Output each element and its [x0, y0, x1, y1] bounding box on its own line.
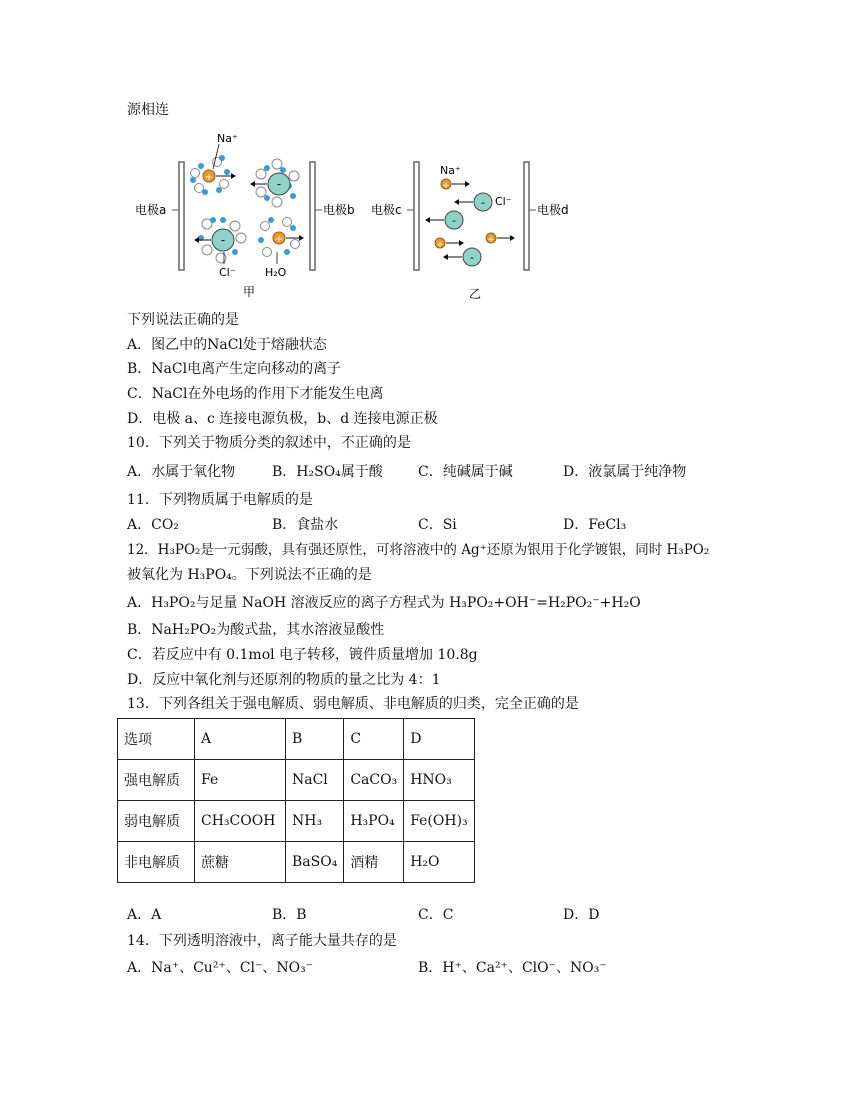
q11-option-d: D．FeCl₃ [563, 517, 627, 533]
q12-option-b: B．NaH₂PO₂为酸式盐，其水溶液显酸性 [127, 622, 385, 638]
svg-text:+: + [436, 240, 444, 250]
electrode-d [524, 162, 529, 270]
electrolysis-figure [127, 128, 597, 308]
q10-option-b [272, 462, 383, 482]
panel-left-label: 甲 [243, 285, 256, 299]
electrode-a-label: 电极a [135, 203, 167, 217]
hydrated-sodium-ion [190, 155, 236, 195]
q13-option-d: D．D [563, 907, 600, 923]
na-label-right: Na⁺ [440, 164, 461, 177]
q10-option-b-prefix: B． [272, 464, 297, 480]
q13-option-b: B．B [272, 907, 307, 923]
table-cell: NH₃ [286, 801, 344, 842]
q14-stem: 14．下列透明溶液中，离子能大量共存的是 [127, 933, 397, 949]
hydrated-chloride-ion-top [250, 159, 299, 207]
table-cell: HNO₃ [404, 760, 474, 801]
q14-option-a: A．Na⁺、Cu²⁺、Cl⁻、NO₃⁻ [127, 960, 314, 976]
svg-text:+: + [204, 172, 214, 183]
q9-option-d: D．电极 a、c 连接电源负极，b、d 连接电源正极 [127, 411, 438, 427]
q12-option-c: C．若反应中有 0.1mol 电子转移，镀件质量增加 10.8g [127, 647, 478, 663]
electrode-c-label: 电极c [371, 203, 402, 217]
table-cell: 强电解质 [118, 760, 195, 801]
chloride-ion-3 [443, 248, 481, 266]
table-header-cell: B [286, 719, 344, 760]
q13-option-c: C．C [418, 907, 454, 923]
sodium-ion-1 [441, 179, 470, 191]
q11-stem: 11．下列物质属于电解质的是 [127, 492, 313, 508]
table-cell: CH₃COOH [195, 801, 286, 842]
svg-text:-: - [481, 196, 485, 209]
table-cell: NaCl [286, 760, 344, 801]
q10-option-c: C．纯碱属于碱 [418, 464, 513, 480]
water-label: H₂O [265, 266, 287, 279]
table-header-cell: D [404, 719, 474, 760]
q9-option-a: A．图乙中的NaCl处于熔融状态 [127, 337, 327, 353]
header-fragment: 源相连 [127, 102, 169, 118]
electrode-a [179, 162, 184, 270]
electrolyte-classification-table [117, 718, 475, 883]
table-cell: 酒精 [344, 842, 404, 883]
q9-option-b: B．NaCl电离产生定向移动的离子 [127, 361, 342, 377]
svg-text:-: - [220, 233, 226, 247]
table-cell: BaSO₄ [286, 842, 344, 883]
table-cell: Fe(OH)₃ [404, 801, 474, 842]
cl-label-left: Cl⁻ [219, 266, 236, 279]
na-label-left: Na⁺ [217, 132, 238, 145]
electrode-c [414, 162, 419, 270]
table-header-cell: C [344, 719, 404, 760]
q11-option-c: C．Si [418, 517, 457, 533]
electrode-b [310, 162, 315, 270]
q14-option-b: B．H⁺、Ca²⁺、ClO⁻、NO₃⁻ [418, 960, 607, 976]
q10-option-b-suffix: 属于酸 [340, 464, 383, 480]
q10-option-a: A．水属于氧化物 [127, 464, 236, 480]
svg-text:-: - [470, 251, 474, 264]
chloride-ion-1 [454, 193, 492, 211]
table-cell: H₃PO₄ [344, 801, 404, 842]
electrode-d-label: 电极d [537, 203, 569, 217]
table-cell: H₂O [404, 842, 474, 883]
electrode-b-label: 电极b [323, 203, 355, 217]
q12-option-d: D．反应中氧化剂与还原剂的物质的量之比为 4：1 [127, 672, 441, 688]
table-cell: 蔗糖 [195, 842, 286, 883]
svg-text:-: - [276, 177, 282, 191]
svg-text:+: + [487, 235, 495, 245]
svg-text:-: - [452, 214, 456, 227]
q12-option-a: A．H₃PO₂与足量 NaOH 溶液反应的离子方程式为 H₃PO₂+OH⁻=H₂PO₂⁻+H₂O [127, 595, 641, 611]
q11-option-b: B．食盐水 [272, 517, 339, 533]
table-header-cell: 选项 [118, 719, 195, 760]
cl-label-right: Cl⁻ [495, 195, 512, 208]
table-row [118, 760, 475, 801]
q12-stem-line1: 12．H₃PO₂是一元弱酸，具有强还原性，可将溶液中的 Ag⁺还原为银用于化学镀银，同时 H₃PO₂ [127, 542, 710, 558]
table-cell: CaCO₃ [344, 760, 404, 801]
table-cell: Fe [195, 760, 286, 801]
q9-option-c: C．NaCl在外电场的作用下才能发生电离 [127, 386, 384, 402]
svg-text:+: + [274, 234, 284, 245]
table-row [118, 842, 475, 883]
q10-option-b-formula: H₂SO₄ [296, 464, 341, 480]
panel-right-label: 乙 [469, 287, 482, 301]
q13-stem: 13．下列各组关于强电解质、弱电解质、非电解质的归类，完全正确的是 [127, 696, 579, 712]
table-cell: 非电解质 [118, 842, 195, 883]
q10-stem: 10．下列关于物质分类的叙述中，不正确的是 [127, 435, 411, 451]
svg-text:+: + [442, 181, 450, 191]
sodium-ion-3 [486, 233, 515, 245]
q12-stem-line2: 被氧化为 H₃PO₄。下列说法不正确的是 [127, 567, 372, 583]
hydrated-chloride-ion-bottom [194, 217, 246, 263]
hydrated-sodium-ion-bottom [258, 217, 304, 257]
q13-option-a: A．A [127, 907, 162, 923]
q9-stem: 下列说法正确的是 [127, 312, 239, 328]
table-row [118, 801, 475, 842]
table-header-cell: A [195, 719, 286, 760]
q11-option-a: A．CO₂ [127, 517, 179, 533]
chloride-ion-2 [425, 211, 463, 229]
sodium-ion-2 [435, 238, 464, 250]
table-header-row [118, 719, 475, 760]
q10-option-d: D．液氯属于纯净物 [563, 464, 687, 480]
table-cell: 弱电解质 [118, 801, 195, 842]
